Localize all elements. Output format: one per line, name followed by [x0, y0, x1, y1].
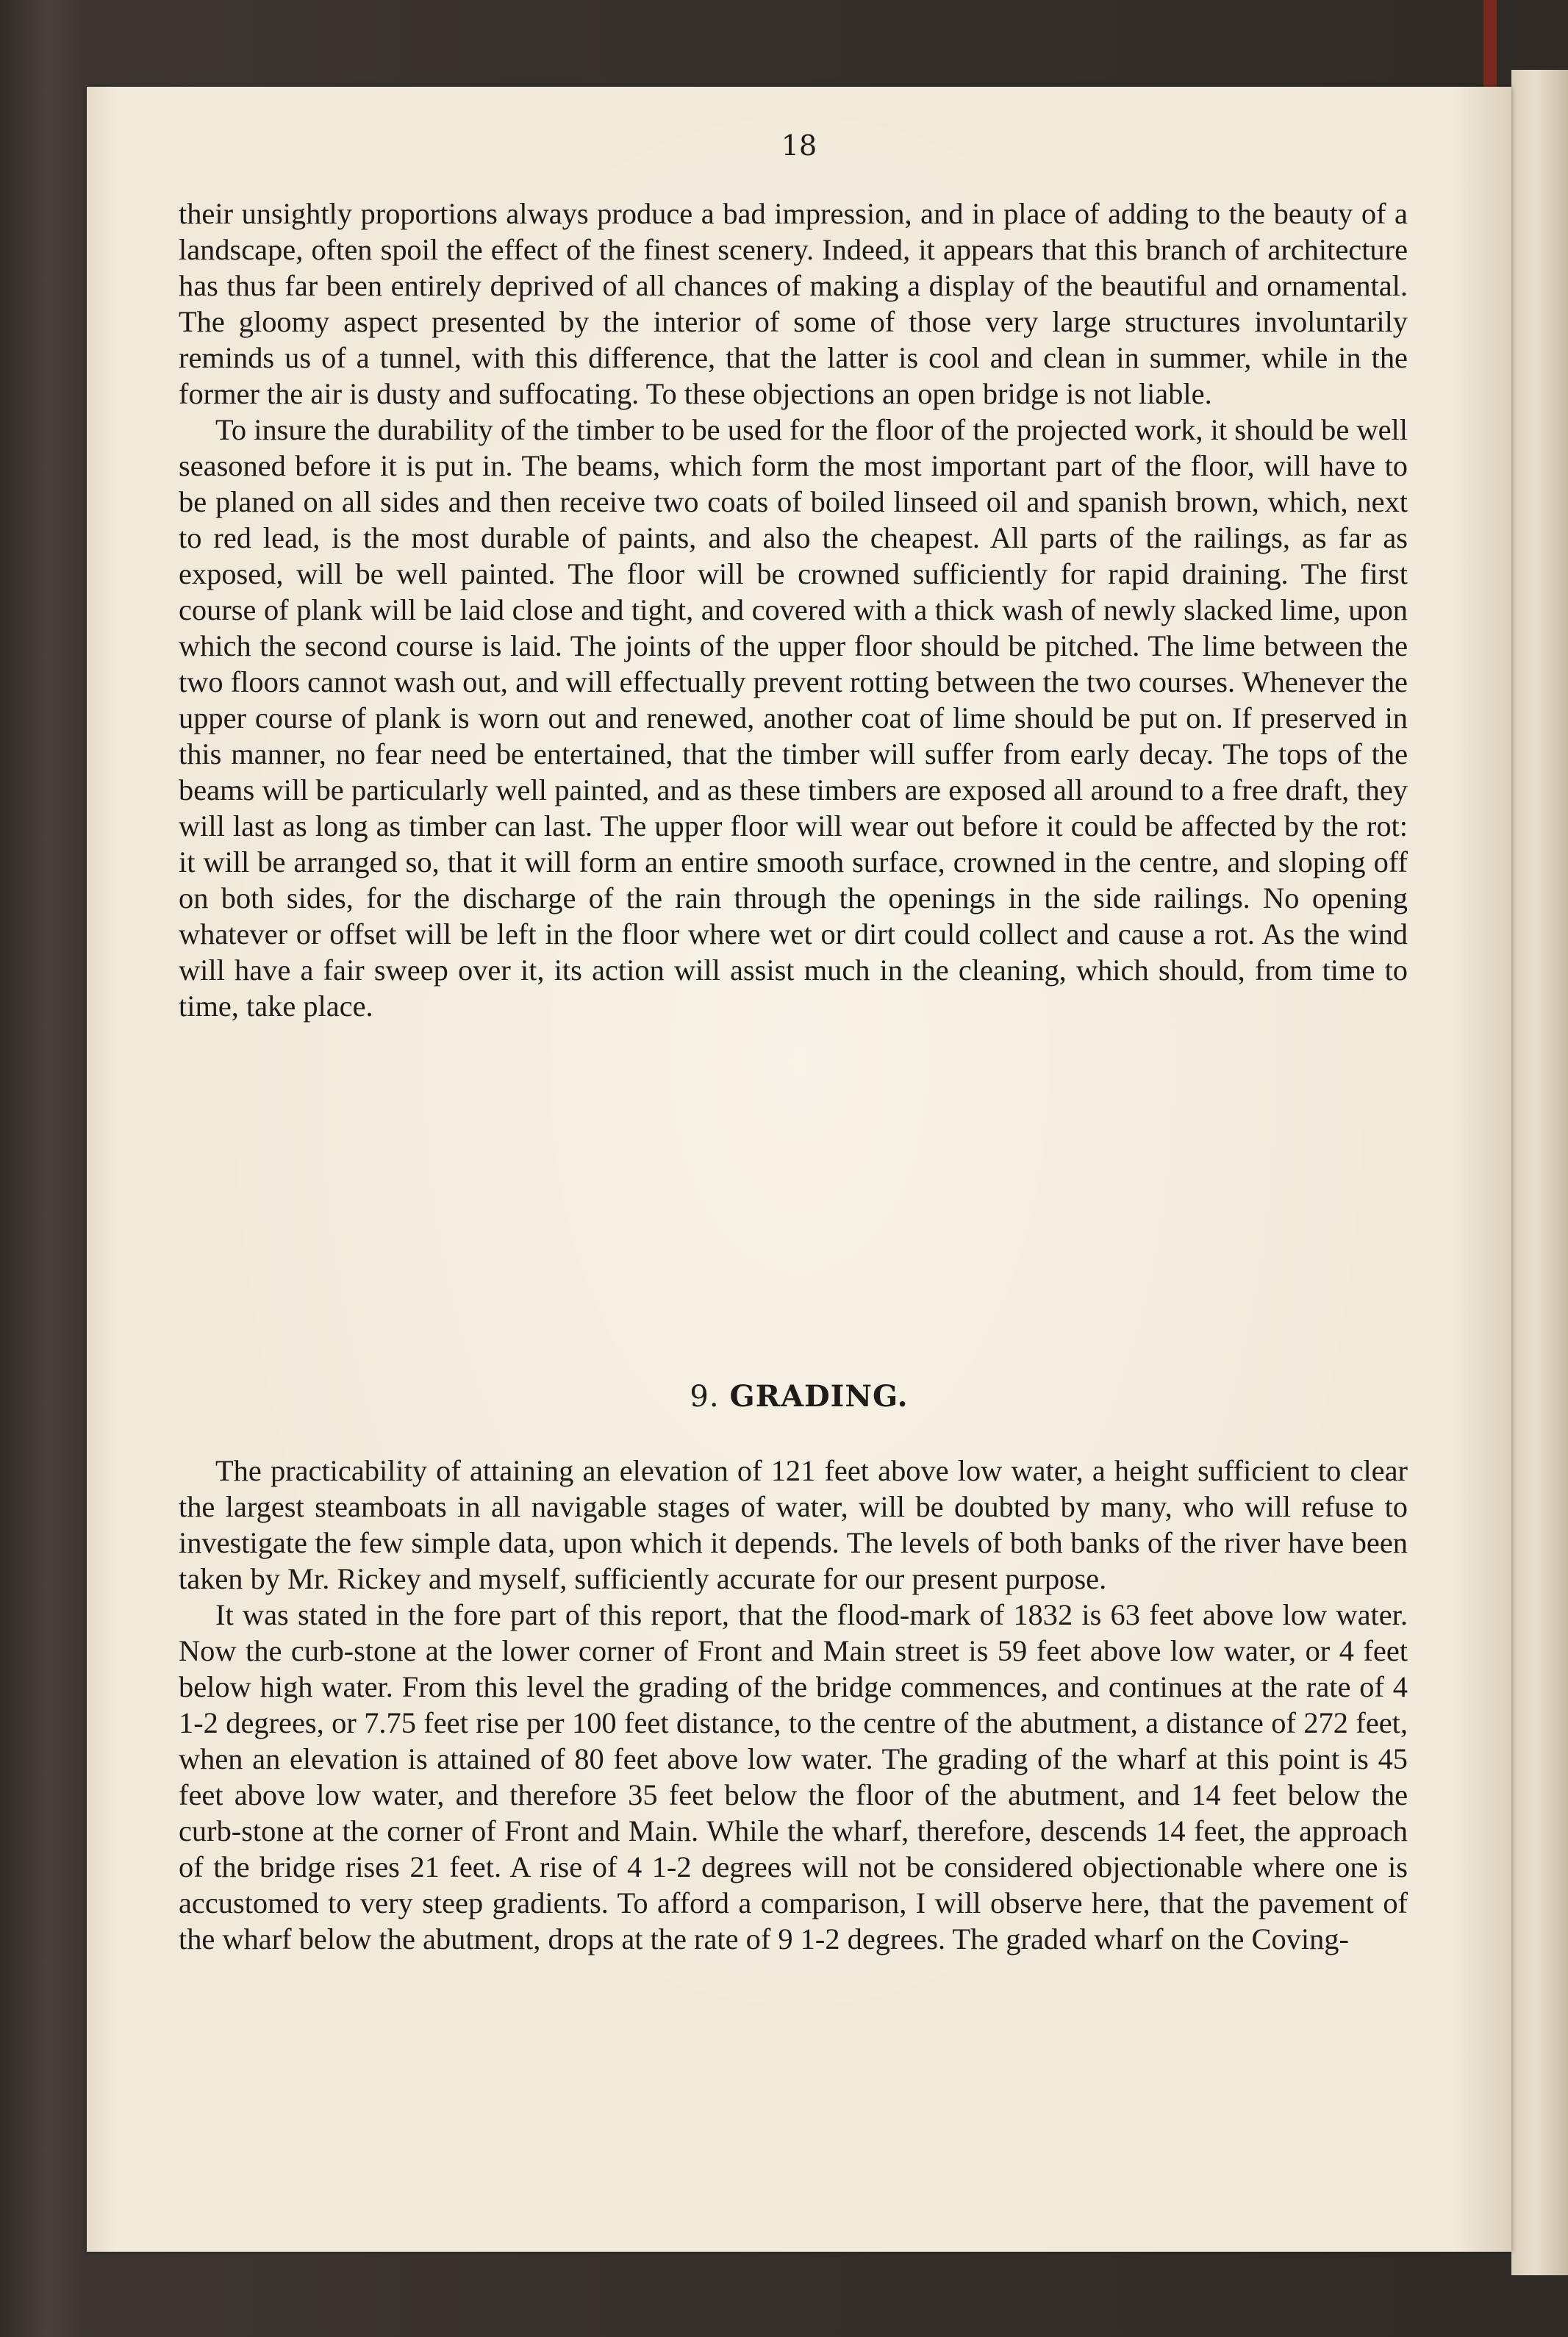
paragraph: their unsightly proportions always produce a bad impression, and in place of adding to the beauty of a landscape, often spoil the effect of the finest scenery. Indeed, it appears that this branch of architecture has thus far been entirely deprived of all chances of making a display of the beautiful and ornamental. The gloomy aspect presented by the interior of some of those very large structures involuntarily reminds us of a tunnel, with this difference, that the latter is cool and clean in summer, while in the former the air is dusty and suffocating. To these objections an open bridge is not liable. [179, 197, 1408, 410]
paragraph: To insure the durability of the timber to be used for the floor of the projected work, it should be well seasoned before it is put in. The beams, which form the most important part of the floor, will have to be planed on all sides and then receive two coats of boiled linseed oil and spanish brown, which, next to red lead, is the most durable of paints, and also the cheapest. All parts of the railings, as far as exposed, will be well painted. The floor will be crowned sufficiently for rapid draining. The first course of plank will be laid close and tight, and covered with a thick wash of newly slacked lime, upon which the second course is laid. The joints of the upper floor should be pitched. The lime between the two floors cannot wash out, and will effectually prevent rotting between the two courses. Whenever the upper course of plank is worn out and renewed, another coat of lime should be put on. If preserved in this manner, no fear need be entertained, that the timber will suffer from early decay. The tops of the beams will be particularly well painted, and as these timbers are exposed all around to a free draft, they will last as long as timber can last. The upper floor will wear out before it could be affected by the rot: it will be arranged so, that it will form an entire smooth surface, crowned in the centre, and sloping off on both sides, for the discharge of the rain through the openings in the side railings. No opening whatever or offset will be left in the floor where wet or dirt could collect and cause a rot. As the wind will have a fair sweep over it, its action will assist much in the cleaning, which should, from time to time, take place. [179, 413, 1408, 1023]
text-before-heading [179, 196, 1408, 1024]
section-title: GRADING. [729, 1379, 909, 1414]
paragraph: The practicability of attaining an elevation of 121 feet above low water, a height sufficient to clear the largest steamboats in all navigable stages of water, will be doubted by many, who will refuse to investigate the few simple data, upon which it depends. The levels of both banks of the river have been taken by Mr. Rickey and myself, sufficiently accurate for our present purpose. [179, 1454, 1408, 1595]
page-sheet [87, 87, 1511, 2252]
page-number: 18 [781, 129, 817, 162]
paragraph: It was stated in the fore part of this report, that the flood-mark of 1832 is 63 feet above low water. Now the curb-stone at the lower corner of Front and Main street is 59 feet above low water, or 4 feet below high water. From this level the grading of the bridge commences, and continues at the rate of 4 1-2 degrees, or 7.75 feet rise per 100 feet distance, to the centre of the abutment, a distance of 272 feet, when an elevation is attained of 80 feet above low water. The grading of the wharf at this point is 45 feet above low water, and therefore 35 feet below the floor of the abutment, and 14 feet below the curb-stone at the corner of Front and Main. While the wharf, therefore, descends 14 feet, the approach of the bridge rises 21 feet. A rise of 4 1-2 degrees will not be considered objectionable where one is accustomed to very steep gradients. To afford a comparison, I will observe here, that the pavement of the wharf below the abutment, drops at the rate of 9 1-2 degrees. The graded wharf on the Coving- [179, 1598, 1408, 1955]
book-cover-edge [1483, 0, 1497, 87]
text-after-heading [179, 1453, 1408, 1957]
adjacent-page-edge [1511, 70, 1568, 2275]
section-heading [87, 1379, 1511, 1414]
section-number: 9. [690, 1380, 720, 1414]
